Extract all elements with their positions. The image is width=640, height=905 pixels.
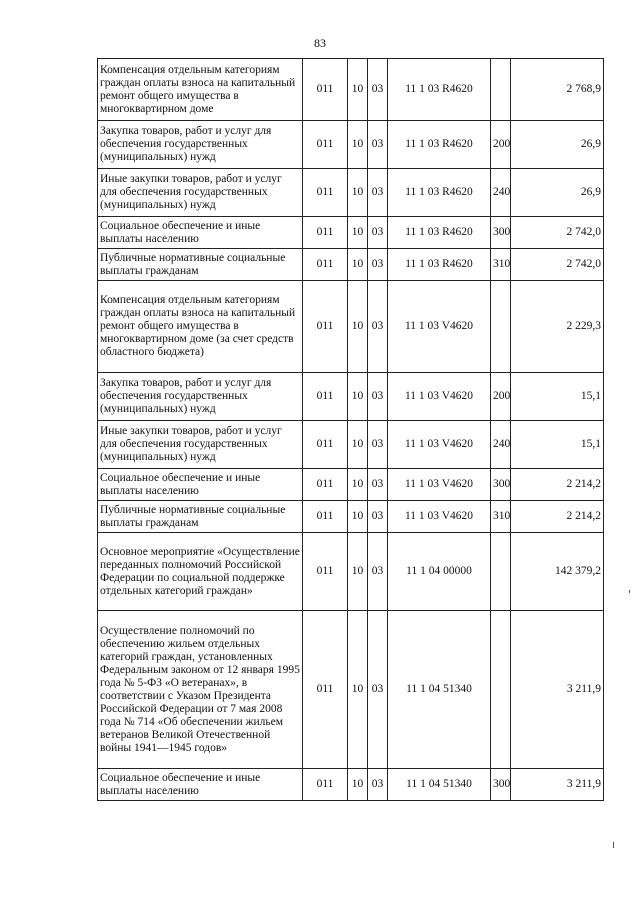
code-expense-type: 310: [491, 501, 511, 533]
code-razdel: 10: [348, 373, 368, 421]
code-expense-type: [491, 533, 511, 611]
code-target-article: 11 1 03 R4620: [388, 217, 491, 249]
code-glava: 011: [303, 611, 348, 769]
table-row: [98, 121, 604, 169]
budget-item-name: Иные закупки товаров, работ и услуг для обеспечения государственных (муниципальных) нужд: [98, 421, 303, 469]
budget-item-name: Социальное обеспечение и иные выплаты населению: [98, 217, 303, 249]
code-glava: 011: [303, 373, 348, 421]
code-expense-type: [491, 611, 511, 769]
code-target-article: 11 1 03 V4620: [388, 421, 491, 469]
code-podrazdel: 03: [368, 217, 388, 249]
code-target-article: 11 1 03 R4620: [388, 59, 491, 121]
code-razdel: 10: [348, 469, 368, 501]
code-expense-type: [491, 59, 511, 121]
code-podrazdel: 03: [368, 421, 388, 469]
code-podrazdel: 03: [368, 501, 388, 533]
code-razdel: 10: [348, 421, 368, 469]
code-podrazdel: 03: [368, 611, 388, 769]
amount-value: 3 211,9: [511, 769, 604, 801]
budget-item-name: Публичные нормативные социальные выплаты гражданам: [98, 249, 303, 281]
table-row: [98, 501, 604, 533]
code-glava: 011: [303, 533, 348, 611]
code-glava: 011: [303, 469, 348, 501]
amount-value: 2 742,0: [511, 249, 604, 281]
code-target-article: 11 1 03 V4620: [388, 281, 491, 373]
amount-value: 142 379,2: [511, 533, 604, 611]
code-razdel: 10: [348, 121, 368, 169]
budget-item-name: Осуществление полномочий по обеспечению жильем отдельных категорий граждан, установленных Федеральным законом от 12 января 1995 года № 5-ФЗ «О ветеранах», в соответствии с Указом Президента Российской Федерации от 7 мая 2008 года № 714 «Об обеспечении жильем ветеранов Великой Отечественной войны 1941—1945 годов»: [98, 611, 303, 769]
code-expense-type: 300: [491, 769, 511, 801]
code-razdel: 10: [348, 217, 368, 249]
code-glava: 011: [303, 769, 348, 801]
table-row: [98, 169, 604, 217]
amount-value: 15,1: [511, 421, 604, 469]
table-row: [98, 769, 604, 801]
code-expense-type: [491, 281, 511, 373]
scan-mark: [613, 842, 614, 848]
code-podrazdel: 03: [368, 533, 388, 611]
code-razdel: 10: [348, 59, 368, 121]
code-glava: 011: [303, 121, 348, 169]
budget-item-name: Иные закупки товаров, работ и услуг для обеспечения государственных (муниципальных) нужд: [98, 169, 303, 217]
code-target-article: 11 1 03 V4620: [388, 469, 491, 501]
code-podrazdel: 03: [368, 249, 388, 281]
budget-item-name: Публичные нормативные социальные выплаты гражданам: [98, 501, 303, 533]
code-glava: 011: [303, 59, 348, 121]
code-target-article: 11 1 04 00000: [388, 533, 491, 611]
code-podrazdel: 03: [368, 169, 388, 217]
code-podrazdel: 03: [368, 469, 388, 501]
code-podrazdel: 03: [368, 121, 388, 169]
amount-value: 2 742,0: [511, 217, 604, 249]
amount-value: 2 214,2: [511, 501, 604, 533]
table-row: [98, 373, 604, 421]
amount-value: 26,9: [511, 121, 604, 169]
amount-value: 2 214,2: [511, 469, 604, 501]
table-row: [98, 217, 604, 249]
amount-value: 15,1: [511, 373, 604, 421]
table-row: [98, 611, 604, 769]
code-expense-type: 310: [491, 249, 511, 281]
amount-value: 26,9: [511, 169, 604, 217]
code-razdel: 10: [348, 249, 368, 281]
code-glava: 011: [303, 501, 348, 533]
amount-value: 3 211,9: [511, 611, 604, 769]
table-row: [98, 421, 604, 469]
amount-value: 2 768,9: [511, 59, 604, 121]
table-row: [98, 533, 604, 611]
budget-item-name: Социальное обеспечение и иные выплаты населению: [98, 769, 303, 801]
code-target-article: 11 1 03 R4620: [388, 121, 491, 169]
budget-item-name: Закупка товаров, работ и услуг для обеспечения государственных (муниципальных) нужд: [98, 373, 303, 421]
code-razdel: 10: [348, 533, 368, 611]
budget-item-name: Компенсация отдельным категориям граждан оплаты взноса на капитальный ремонт общего имущества в многоквартирном доме: [98, 59, 303, 121]
code-glava: 011: [303, 217, 348, 249]
code-podrazdel: 03: [368, 59, 388, 121]
table-row: [98, 469, 604, 501]
amount-value: 2 229,3: [511, 281, 604, 373]
code-expense-type: 200: [491, 373, 511, 421]
budget-item-name: Компенсация отдельным категориям граждан оплаты взноса на капитальный ремонт общего имущества в многоквартирном доме (за счет средств областного бюджета): [98, 281, 303, 373]
code-target-article: 11 1 03 R4620: [388, 249, 491, 281]
code-expense-type: 200: [491, 121, 511, 169]
code-expense-type: 300: [491, 217, 511, 249]
code-podrazdel: 03: [368, 373, 388, 421]
scan-mark: [629, 590, 630, 593]
code-target-article: 11 1 03 V4620: [388, 373, 491, 421]
code-target-article: 11 1 03 R4620: [388, 169, 491, 217]
table-row: [98, 281, 604, 373]
budget-table: [97, 58, 604, 801]
code-expense-type: 240: [491, 169, 511, 217]
code-glava: 011: [303, 249, 348, 281]
code-razdel: 10: [348, 501, 368, 533]
budget-item-name: Основное мероприятие «Осуществление переданных полномочий Российской Федерации по социальной поддержке отдельных категорий граждан»: [98, 533, 303, 611]
code-glava: 011: [303, 421, 348, 469]
table-row: [98, 59, 604, 121]
code-razdel: 10: [348, 611, 368, 769]
code-expense-type: 240: [491, 421, 511, 469]
code-target-article: 11 1 04 51340: [388, 769, 491, 801]
code-expense-type: 300: [491, 469, 511, 501]
code-razdel: 10: [348, 769, 368, 801]
budget-item-name: Закупка товаров, работ и услуг для обеспечения государственных (муниципальных) нужд: [98, 121, 303, 169]
code-glava: 011: [303, 169, 348, 217]
table-row: [98, 249, 604, 281]
code-podrazdel: 03: [368, 769, 388, 801]
code-target-article: 11 1 03 V4620: [388, 501, 491, 533]
code-glava: 011: [303, 281, 348, 373]
budget-item-name: Социальное обеспечение и иные выплаты населению: [98, 469, 303, 501]
code-razdel: 10: [348, 281, 368, 373]
code-podrazdel: 03: [368, 281, 388, 373]
page-number: 83: [314, 36, 326, 50]
budget-table-body: [98, 59, 604, 801]
code-razdel: 10: [348, 169, 368, 217]
code-target-article: 11 1 04 51340: [388, 611, 491, 769]
